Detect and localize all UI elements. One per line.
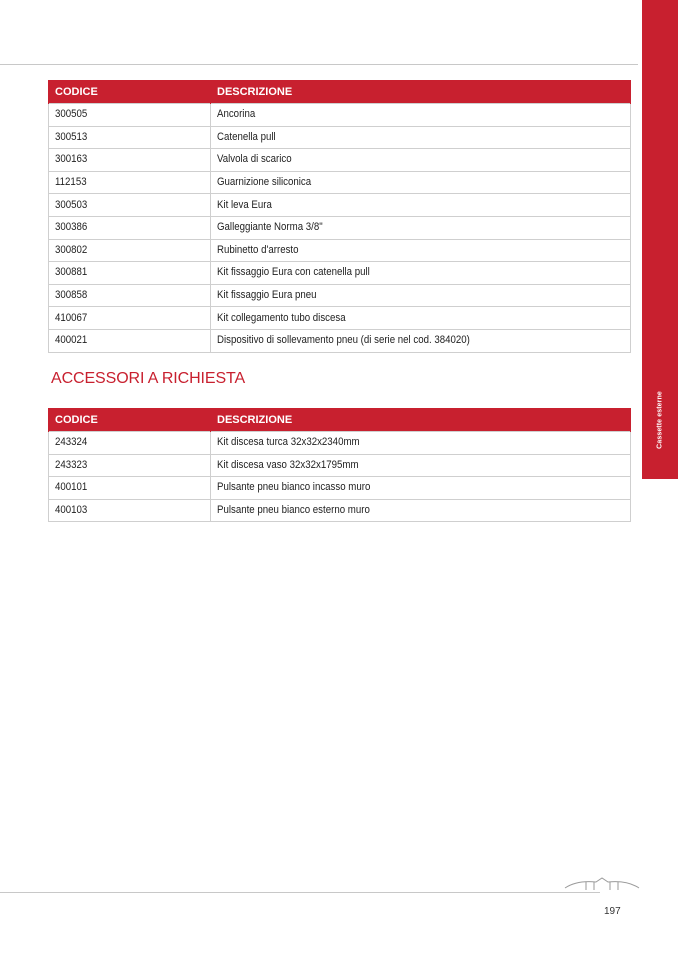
column-header-descrizione: DESCRIZIONE — [211, 80, 631, 104]
cell-descrizione — [211, 329, 631, 352]
column-header-codice: CODICE — [49, 80, 211, 104]
cell-codice-text: 400103 — [55, 504, 88, 517]
cell-codice — [49, 307, 211, 330]
accessories-table — [48, 408, 631, 522]
cell-codice — [49, 477, 211, 500]
cell-codice-text: 243323 — [55, 458, 88, 471]
accessories-section-title: ACCESSORI A RICHIESTA — [51, 370, 246, 387]
cell-codice — [49, 284, 211, 307]
table-row — [49, 216, 631, 239]
table-row — [49, 307, 631, 330]
cell-codice-text: 112153 — [55, 176, 87, 189]
cell-descrizione — [211, 171, 631, 194]
cell-codice-text: 300513 — [55, 130, 88, 143]
bottom-divider — [0, 892, 600, 893]
cell-descrizione — [211, 194, 631, 217]
accessories-table-body — [49, 432, 631, 522]
table-row — [49, 499, 631, 522]
table-header-row — [49, 80, 631, 104]
cell-descrizione-text: Kit fissaggio Eura pneu — [217, 289, 317, 302]
page-number: 197 — [604, 906, 621, 917]
table-row — [49, 194, 631, 217]
cell-codice — [49, 216, 211, 239]
cell-descrizione — [211, 499, 631, 522]
table-row — [49, 239, 631, 262]
cell-codice-text: 400021 — [55, 334, 88, 347]
cell-codice-text: 300858 — [55, 289, 88, 302]
cell-descrizione-text: Kit discesa turca 32x32x2340mm — [217, 436, 360, 449]
cell-codice-text: 243324 — [55, 436, 88, 449]
cell-descrizione-text: Kit collegamento tubo discesa — [217, 311, 346, 324]
table-row — [49, 171, 631, 194]
cell-codice-text: 400101 — [55, 481, 88, 494]
cell-descrizione-text: Kit leva Eura — [217, 198, 272, 211]
cell-descrizione-text: Valvola di scarico — [217, 153, 292, 166]
cell-codice — [49, 499, 211, 522]
cell-descrizione — [211, 239, 631, 262]
table-row — [49, 104, 631, 127]
cell-descrizione-text: Galleggiante Norma 3/8" — [217, 221, 323, 234]
cell-descrizione — [211, 216, 631, 239]
table-row — [49, 126, 631, 149]
cell-codice-text: 300386 — [55, 221, 88, 234]
table-row — [49, 454, 631, 477]
cell-descrizione-text: Kit fissaggio Eura con catenella pull — [217, 266, 370, 279]
parts-table-body — [49, 104, 631, 353]
cell-codice-text: 300503 — [55, 198, 88, 211]
cell-descrizione-text: Pulsante pneu bianco incasso muro — [217, 481, 371, 494]
cell-codice-text: 300802 — [55, 243, 88, 256]
column-header-descrizione: DESCRIZIONE — [211, 408, 631, 432]
cell-codice — [49, 171, 211, 194]
column-header-codice: CODICE — [49, 408, 211, 432]
cell-codice — [49, 432, 211, 455]
cell-codice — [49, 239, 211, 262]
parts-table — [48, 80, 631, 353]
cell-descrizione-text: Pulsante pneu bianco esterno muro — [217, 504, 370, 517]
cell-codice-text: 300163 — [55, 153, 88, 166]
cell-codice-text: 300505 — [55, 108, 88, 121]
decorative-footer-icon — [564, 874, 640, 896]
cell-codice — [49, 104, 211, 127]
cell-descrizione-text: Catenella pull — [217, 130, 276, 143]
table-row — [49, 262, 631, 285]
cell-codice — [49, 262, 211, 285]
cell-descrizione-text: Ancorina — [217, 108, 256, 121]
cell-descrizione-text: Kit discesa vaso 32x32x1795mm — [217, 458, 359, 471]
cell-descrizione — [211, 262, 631, 285]
cell-descrizione — [211, 307, 631, 330]
cell-descrizione — [211, 126, 631, 149]
table-row — [49, 284, 631, 307]
cell-codice-text: 300881 — [55, 266, 88, 279]
cell-descrizione — [211, 284, 631, 307]
cell-descrizione — [211, 149, 631, 172]
cell-descrizione-text: Guarnizione siliconica — [217, 176, 312, 189]
table-header-row — [49, 408, 631, 432]
top-divider — [0, 64, 638, 65]
table-row — [49, 477, 631, 500]
cell-descrizione-text: Rubinetto d'arresto — [217, 243, 299, 256]
cell-codice — [49, 126, 211, 149]
section-side-tab-label: Cassette esterne — [656, 391, 664, 449]
cell-descrizione — [211, 104, 631, 127]
cell-codice — [49, 149, 211, 172]
table-row — [49, 432, 631, 455]
table-row — [49, 149, 631, 172]
cell-codice — [49, 194, 211, 217]
cell-codice — [49, 329, 211, 352]
table-row — [49, 329, 631, 352]
cell-descrizione — [211, 454, 631, 477]
cell-codice — [49, 454, 211, 477]
cell-codice-text: 410067 — [55, 311, 88, 324]
cell-descrizione — [211, 477, 631, 500]
cell-descrizione-text: Dispositivo di sollevamento pneu (di serie nel cod. 384020) — [217, 334, 470, 347]
cell-descrizione — [211, 432, 631, 455]
